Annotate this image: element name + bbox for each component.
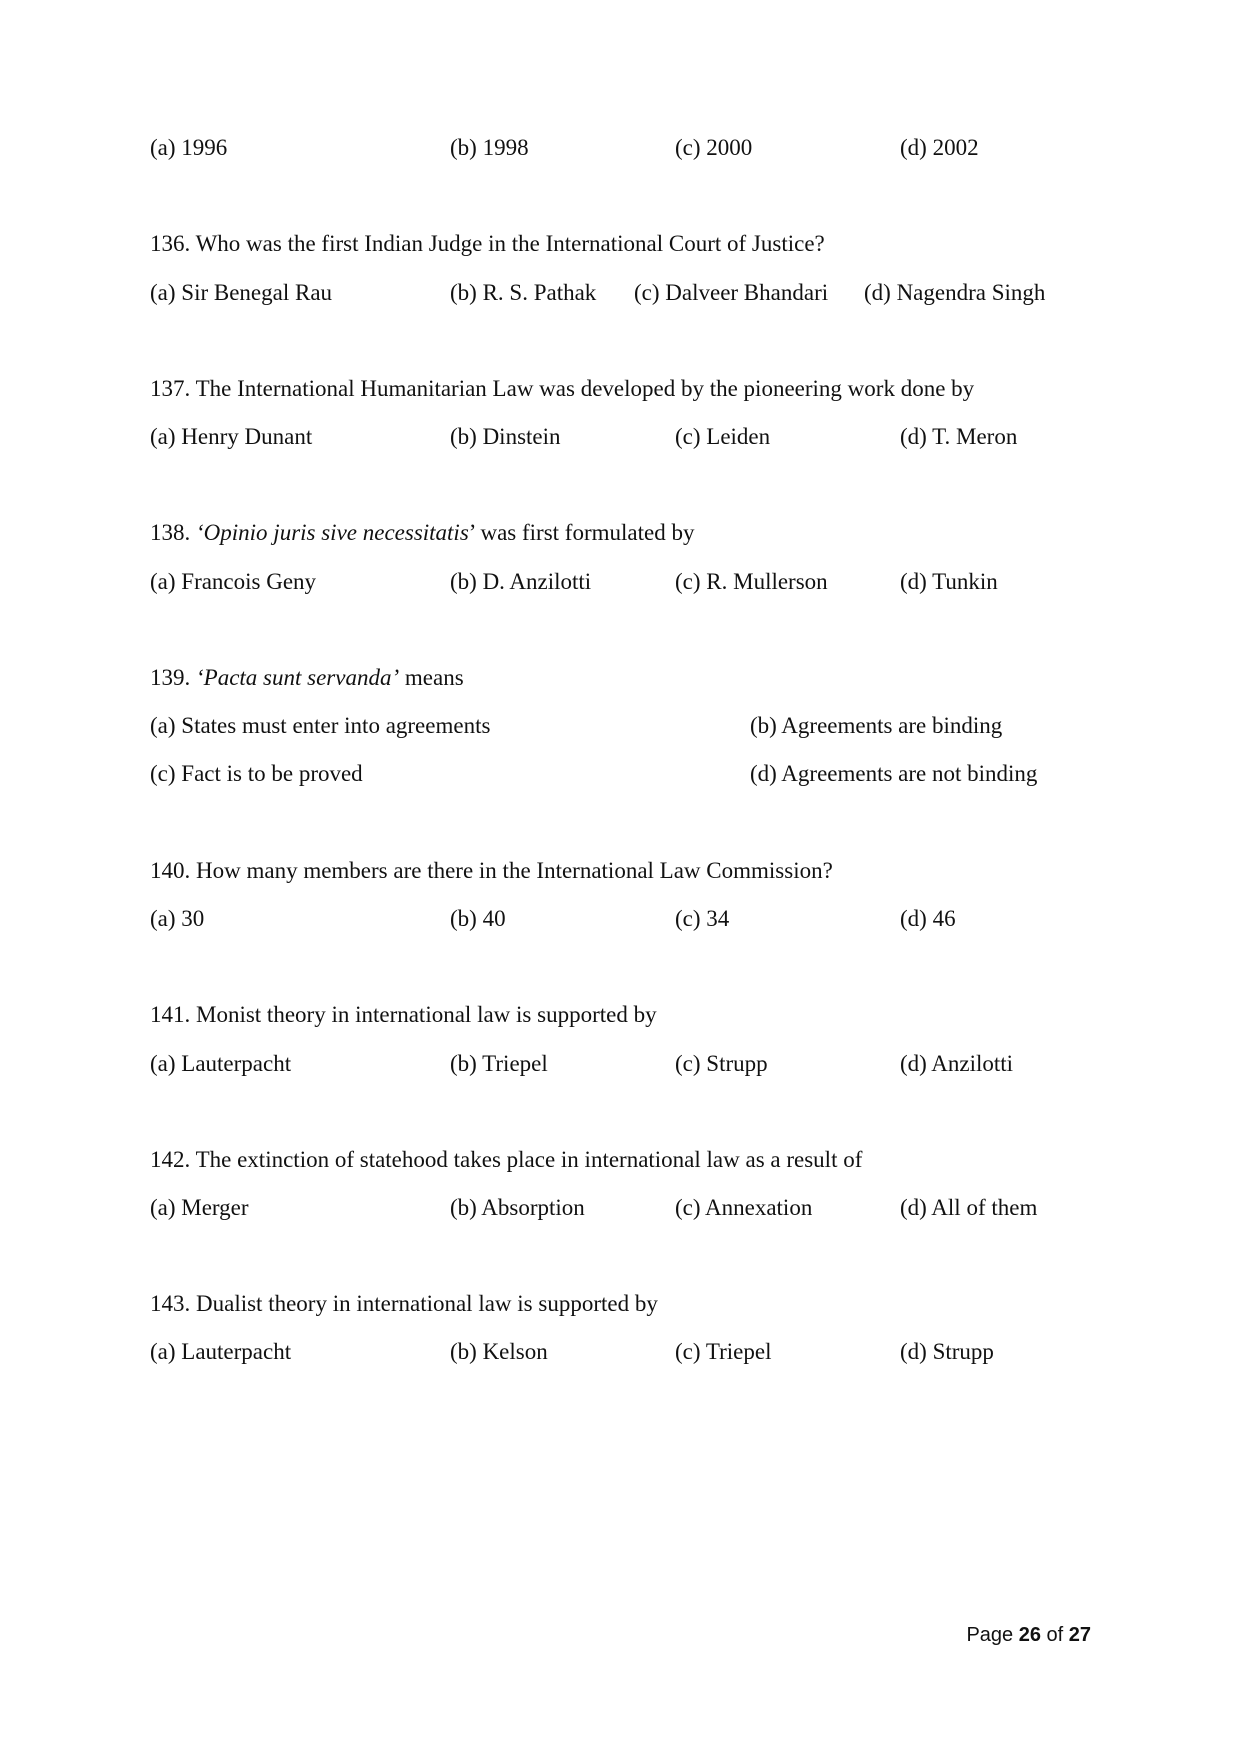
question-140	[150, 859, 833, 882]
option: (a) Lauterpacht	[150, 1051, 292, 1076]
question-text: ’ was first formulated by	[468, 520, 695, 545]
option: (d) Tunkin	[900, 569, 998, 594]
total-pages: 27	[1068, 1624, 1091, 1646]
question-text: Dualist theory in international law is supported by	[196, 1291, 658, 1316]
option: (a) Henry Dunant	[150, 424, 313, 449]
question-139	[150, 666, 464, 689]
question-number: 136.	[150, 231, 191, 256]
option: (a) 1996	[150, 135, 228, 160]
question-136	[150, 232, 825, 255]
question-text: The extinction of statehood takes place in international law as a result of	[195, 1147, 863, 1172]
question-text: Who was the first Indian Judge in the International Court of Justice?	[195, 231, 825, 256]
option: (d) 46	[900, 906, 956, 931]
question-142	[150, 1148, 862, 1171]
option: (b) R. S. Pathak	[450, 280, 597, 305]
question-number: 138.	[150, 520, 191, 545]
current-page: 26	[1018, 1624, 1041, 1646]
option: (a) States must enter into agreements	[150, 713, 491, 738]
option: (d) Agreements are not binding	[750, 761, 1038, 786]
question-143	[150, 1292, 658, 1315]
option: (d) Nagendra Singh	[864, 280, 1046, 305]
option: (b) Dinstein	[450, 424, 561, 449]
page-prefix: Page	[966, 1624, 1019, 1646]
option: (b) Agreements are binding	[750, 713, 1003, 738]
option: (d) Anzilotti	[900, 1051, 1014, 1076]
option: (d) T. Meron	[900, 424, 1018, 449]
option: (c) Fact is to be proved	[150, 761, 363, 786]
option: (b) 1998	[450, 135, 529, 160]
option: (b) Absorption	[450, 1195, 585, 1220]
option: (b) 40	[450, 906, 506, 931]
question-number: 142.	[150, 1147, 191, 1172]
option: (a) Merger	[150, 1195, 249, 1220]
question-137	[150, 377, 974, 400]
page-number	[966, 1625, 1091, 1645]
option: (c) Leiden	[675, 424, 771, 449]
question-number: 139.	[150, 665, 191, 690]
question-number: 140.	[150, 858, 191, 883]
option: (c) Triepel	[675, 1339, 772, 1364]
option: (d) 2002	[900, 135, 979, 160]
question-text: The International Humanitarian Law was developed by the pioneering work done by	[195, 376, 975, 401]
option: (a) 30	[150, 906, 205, 931]
question-number: 141.	[150, 1002, 191, 1027]
option: (b) Kelson	[450, 1339, 548, 1364]
option: (c) R. Mullerson	[675, 569, 828, 594]
option: (a) Lauterpacht	[150, 1339, 292, 1364]
option: (c) 34	[675, 906, 730, 931]
question-text: means	[399, 665, 464, 690]
page-separator: of	[1040, 1624, 1069, 1646]
question-text: How many members are there in the International Law Commission?	[196, 858, 833, 883]
latin-phrase: ‘Pacta sunt servanda’	[196, 665, 400, 690]
option: (c) Dalveer Bhandari	[634, 280, 829, 305]
option: (d) All of them	[900, 1195, 1038, 1220]
option: (a) Sir Benegal Rau	[150, 280, 333, 305]
option: (c) Annexation	[675, 1195, 813, 1220]
option: (c) Strupp	[675, 1051, 768, 1076]
question-number: 143.	[150, 1291, 191, 1316]
question-141	[150, 1003, 657, 1026]
question-138	[150, 521, 694, 544]
option: (d) Strupp	[900, 1339, 994, 1364]
option: (a) Francois Geny	[150, 569, 317, 594]
latin-phrase: ‘Opinio juris sive necessitatis	[196, 520, 469, 545]
option: (c) 2000	[675, 135, 753, 160]
question-number: 137.	[150, 376, 191, 401]
option: (b) D. Anzilotti	[450, 569, 592, 594]
option: (b) Triepel	[450, 1051, 548, 1076]
question-text: Monist theory in international law is supported by	[196, 1002, 657, 1027]
